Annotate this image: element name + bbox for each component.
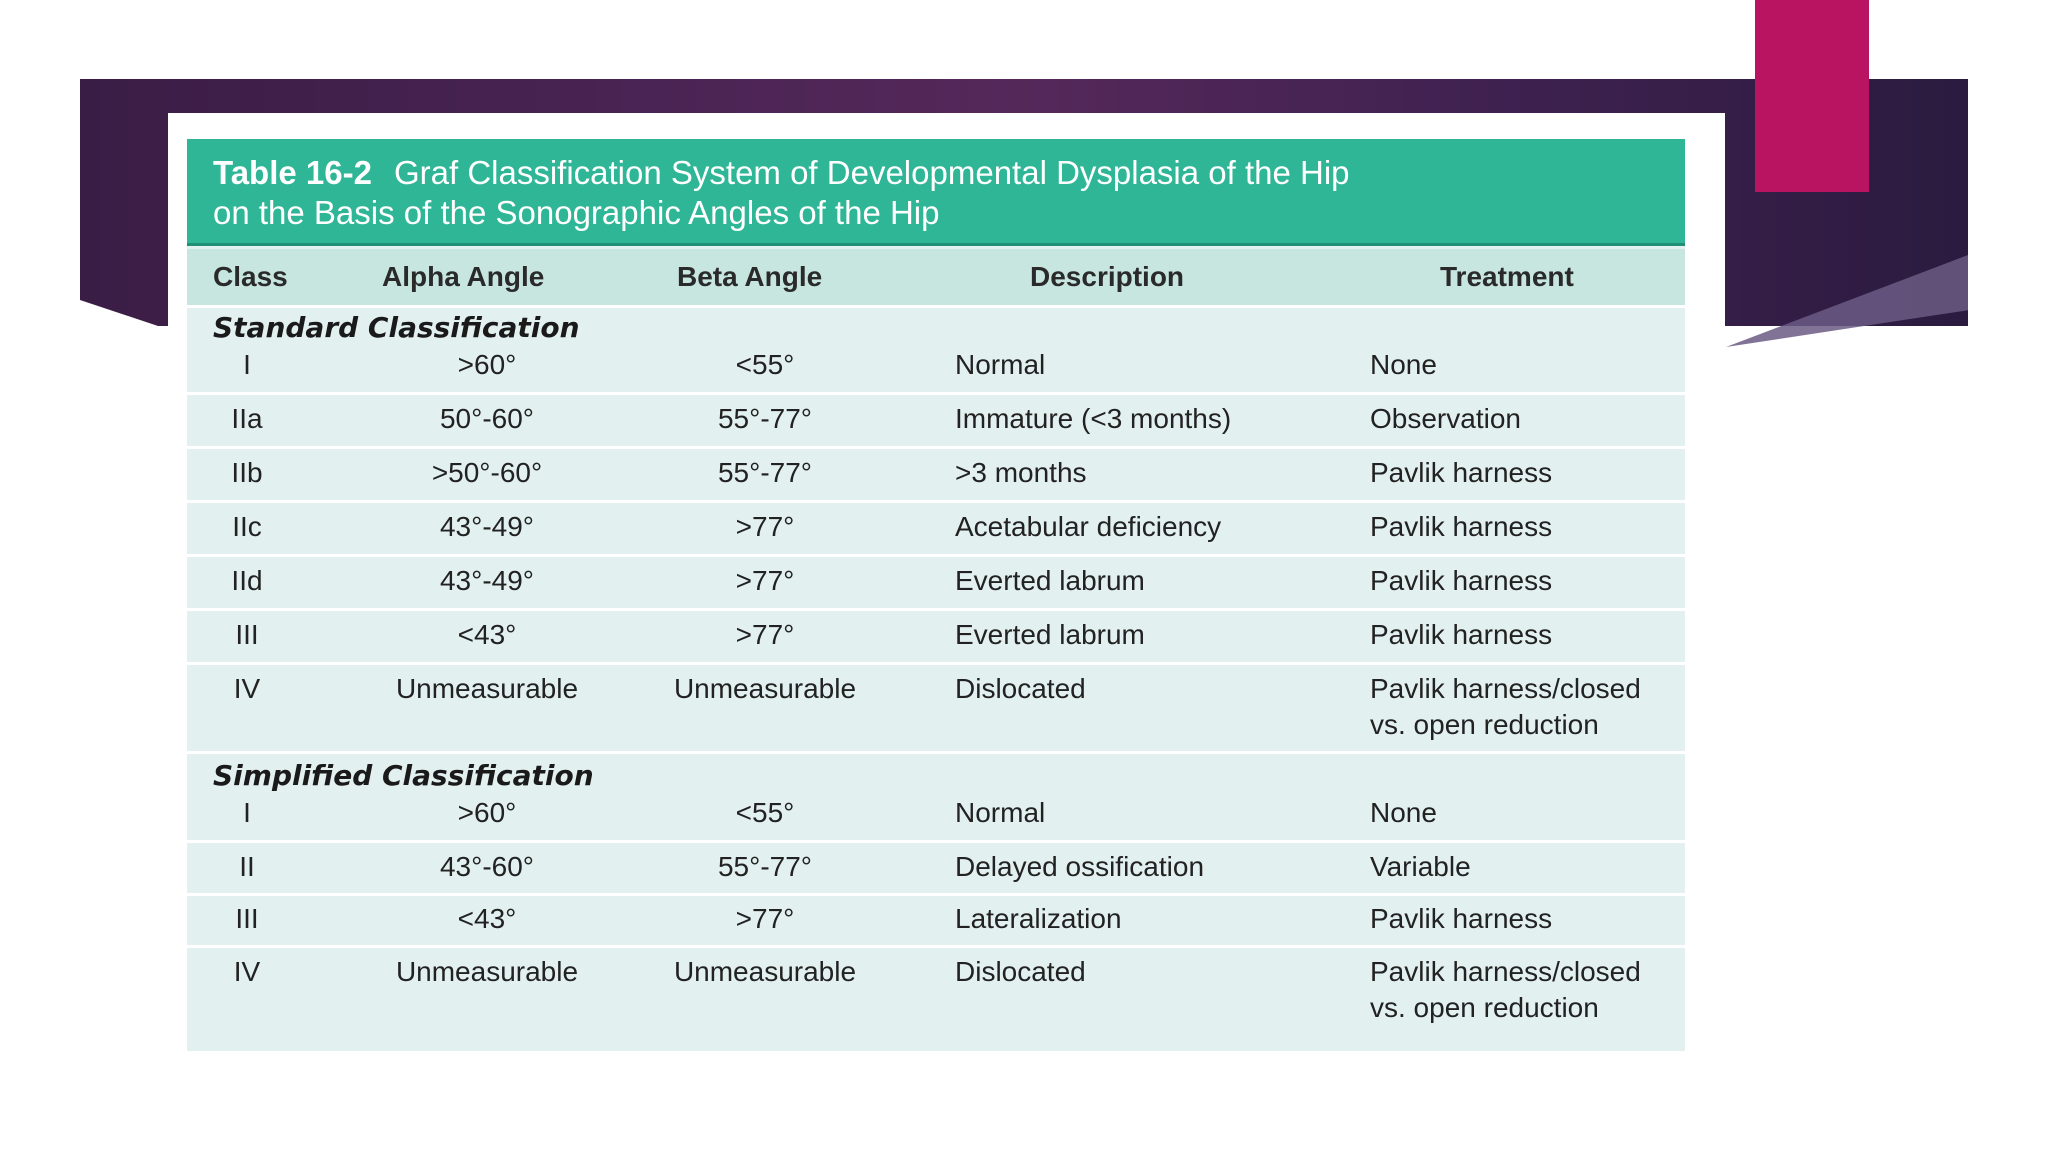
cell-class: IId — [231, 565, 263, 596]
cell-alpha: >60° — [457, 349, 517, 380]
cell-description: Everted labrum — [955, 565, 1145, 596]
row-divider — [187, 840, 1685, 843]
row-divider — [187, 662, 1685, 665]
caption-line1: Graf Classification System of Developmental Dysplasia of the Hip — [393, 154, 1350, 191]
cell-beta: <55° — [735, 797, 795, 828]
cell-beta: <55° — [735, 349, 795, 380]
cell-treatment-line2: vs. open reduction — [1370, 992, 1599, 1023]
header-row — [187, 249, 1685, 308]
cell-beta: 55°-77° — [717, 851, 812, 882]
row-divider — [187, 500, 1685, 503]
row-divider — [187, 751, 1685, 754]
header-treatment: Treatment — [1440, 261, 1574, 292]
cell-alpha: Unmeasurable — [395, 673, 579, 704]
cell-description: Everted labrum — [955, 619, 1145, 650]
cell-beta: 55°-77° — [717, 457, 812, 488]
cell-treatment: Observation — [1370, 403, 1521, 434]
cell-class: II — [239, 851, 255, 882]
cell-treatment: None — [1370, 797, 1437, 828]
cell-class: IV — [233, 956, 261, 987]
cell-treatment: Pavlik harness — [1370, 565, 1553, 596]
cell-alpha: Unmeasurable — [395, 956, 579, 987]
cell-class: I — [243, 797, 251, 828]
simplified-classification-label: Simplified Classification — [213, 759, 594, 792]
row-divider — [187, 554, 1685, 557]
cell-alpha: >50°-60° — [431, 457, 543, 488]
cell-description: Normal — [955, 797, 1046, 828]
header-description: Description — [1030, 261, 1185, 292]
row-divider — [187, 446, 1685, 449]
cell-beta: Unmeasurable — [673, 673, 857, 704]
cell-description: Acetabular deficiency — [955, 511, 1222, 542]
header-beta-angle: Beta Angle — [677, 261, 823, 292]
cell-class: IIc — [232, 511, 262, 542]
cell-alpha: 43°-49° — [439, 511, 534, 542]
cell-beta: >77° — [735, 903, 795, 934]
cell-description: Lateralization — [955, 903, 1122, 934]
cell-alpha: <43° — [457, 903, 517, 934]
header-alpha-angle: Alpha Angle — [382, 261, 545, 292]
cell-beta: >77° — [735, 619, 795, 650]
graf-classification-table — [187, 139, 1685, 1051]
cell-class: IIb — [231, 457, 263, 488]
cell-description: Normal — [955, 349, 1046, 380]
caption-line2: on the Basis of the Sonographic Angles of the Hip — [213, 194, 940, 231]
cell-treatment: Pavlik harness/closed — [1370, 673, 1641, 704]
row-divider — [187, 392, 1685, 395]
cell-class: III — [235, 903, 259, 934]
cell-class: IV — [233, 673, 261, 704]
cell-description: >3 months — [955, 457, 1087, 488]
cell-treatment: Pavlik harness — [1370, 457, 1553, 488]
cell-treatment: Pavlik harness — [1370, 903, 1553, 934]
caption-label: Table 16-2 — [213, 154, 372, 191]
table-caption — [187, 139, 1685, 246]
cell-treatment: Pavlik harness — [1370, 511, 1553, 542]
cell-alpha: 43°-60° — [439, 851, 534, 882]
cell-treatment-line2: vs. open reduction — [1370, 709, 1599, 740]
cell-description: Dislocated — [955, 673, 1086, 704]
cell-treatment: Pavlik harness/closed — [1370, 956, 1641, 987]
cell-beta: >77° — [735, 511, 795, 542]
cell-treatment: Pavlik harness — [1370, 619, 1553, 650]
header-class: Class — [213, 261, 288, 292]
cell-class: III — [235, 619, 259, 650]
cell-description: Immature (<3 months) — [955, 403, 1232, 434]
row-divider — [187, 608, 1685, 611]
cell-beta: Unmeasurable — [673, 956, 857, 987]
cell-treatment: None — [1370, 349, 1437, 380]
cell-alpha: 43°-49° — [439, 565, 534, 596]
row-divider — [187, 893, 1685, 896]
cell-description: Delayed ossification — [955, 851, 1205, 882]
standard-classification-label: Standard Classification — [213, 311, 580, 344]
cell-beta: 55°-77° — [717, 403, 812, 434]
cell-beta: >77° — [735, 565, 795, 596]
accent-bar — [1755, 0, 1869, 192]
cell-description: Dislocated — [955, 956, 1086, 987]
cell-alpha: 50°-60° — [439, 403, 534, 434]
cell-treatment: Variable — [1370, 851, 1471, 882]
cell-alpha: <43° — [457, 619, 517, 650]
row-divider — [187, 945, 1685, 948]
cell-class: IIa — [231, 403, 263, 434]
cell-alpha: >60° — [457, 797, 517, 828]
cell-class: I — [243, 349, 251, 380]
